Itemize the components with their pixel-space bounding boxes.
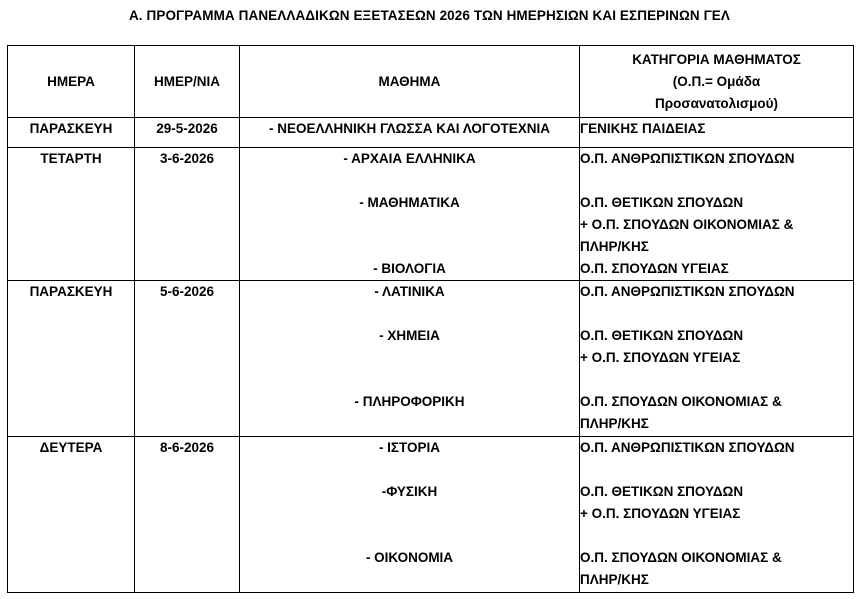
header-category xyxy=(580,46,854,118)
exam-day: ΠΑΡΑΣΚΕΥΗ xyxy=(8,281,135,437)
category-text: + Ο.Π. ΣΠΟΥΔΩΝ ΥΓΕΙΑΣ xyxy=(580,506,741,521)
category-text: Ο.Π. ΣΠΟΥΔΩΝ ΟΙΚΟΝΟΜΙΑΣ & xyxy=(580,394,782,409)
category-text: + Ο.Π. ΣΠΟΥΔΩΝ ΥΓΕΙΑΣ xyxy=(580,350,741,365)
category-cell xyxy=(580,148,854,281)
subject-name: -ΦΥΣΙΚΗ xyxy=(381,484,438,499)
category-text: Ο.Π. ΑΝΘΡΩΠΙΣΤΙΚΩΝ ΣΠΟΥΔΩΝ xyxy=(580,440,795,455)
subject-name: - ΝΕΟΕΛΛΗΝΙΚΗ ΓΛΩΣΣΑ ΚΑΙ ΛΟΓΟΤΕΧΝΙΑ xyxy=(269,121,550,136)
category-text: ΠΛΗΡ/ΚΗΣ xyxy=(580,239,649,254)
table-row xyxy=(8,437,854,593)
subject-cell xyxy=(240,281,580,437)
category-text: Ο.Π. ΣΠΟΥΔΩΝ ΥΓΕΙΑΣ xyxy=(580,261,729,276)
table-header-row xyxy=(8,46,854,118)
category-text: ΓΕΝΙΚΗΣ ΠΑΙΔΕΙΑΣ xyxy=(580,121,706,136)
table-row xyxy=(8,118,854,148)
exam-date: 8-6-2026 xyxy=(135,437,240,593)
header-day: ΗΜΕΡΑ xyxy=(8,46,135,118)
subject-name: - ΑΡΧΑΙΑ ΕΛΛΗΝΙΚΑ xyxy=(343,151,476,166)
exam-day: ΤΕΤΑΡΤΗ xyxy=(8,148,135,281)
category-text: + Ο.Π. ΣΠΟΥΔΩΝ ΟΙΚΟΝΟΜΙΑΣ & xyxy=(580,217,794,232)
header-date: ΗΜΕΡ/ΝΙΑ xyxy=(135,46,240,118)
subject-name: - ΜΑΘΗΜΑΤΙΚΑ xyxy=(359,195,460,210)
category-text: Ο.Π. ΣΠΟΥΔΩΝ ΟΙΚΟΝΟΜΙΑΣ & xyxy=(580,550,782,565)
table-row xyxy=(8,148,854,281)
exam-date: 3-6-2026 xyxy=(135,148,240,281)
exam-date: 29-5-2026 xyxy=(135,118,240,148)
subject-name: - ΧΗΜΕΙΑ xyxy=(379,328,440,343)
category-text: ΠΛΗΡ/ΚΗΣ xyxy=(580,416,649,431)
category-text: Ο.Π. ΑΝΘΡΩΠΙΣΤΙΚΩΝ ΣΠΟΥΔΩΝ xyxy=(580,284,795,299)
category-cell xyxy=(580,118,854,148)
subject-name: - ΙΣΤΟΡΙΑ xyxy=(378,440,441,455)
category-text: Ο.Π. ΑΝΘΡΩΠΙΣΤΙΚΩΝ ΣΠΟΥΔΩΝ xyxy=(580,151,795,166)
category-text: Ο.Π. ΘΕΤΙΚΩΝ ΣΠΟΥΔΩΝ xyxy=(580,484,744,499)
subject-cell xyxy=(240,437,580,593)
subject-cell xyxy=(240,148,580,281)
category-cell xyxy=(580,437,854,593)
category-text: Ο.Π. ΘΕΤΙΚΩΝ ΣΠΟΥΔΩΝ xyxy=(580,328,744,343)
header-category-line: Προσανατολισμού) xyxy=(655,95,778,111)
subject-name: - ΟΙΚΟΝΟΜΙΑ xyxy=(365,550,454,565)
subject-name: - ΛΑΤΙΝΙΚΑ xyxy=(374,284,445,299)
subject-name: - ΒΙΟΛΟΓΙΑ xyxy=(373,261,446,276)
subject-cell xyxy=(240,118,580,148)
category-text: Ο.Π. ΘΕΤΙΚΩΝ ΣΠΟΥΔΩΝ xyxy=(580,195,744,210)
header-category-line: ΚΑΤΗΓΟΡΙΑ ΜΑΘΗΜΑΤΟΣ xyxy=(632,51,801,67)
category-text: ΠΛΗΡ/ΚΗΣ xyxy=(580,572,649,587)
document-title: Α. ΠΡΟΓΡΑΜΜΑ ΠΑΝΕΛΛΑΔΙΚΩΝ ΕΞΕΤΑΣΕΩΝ 2026 ΤΩΝ ΗΜΕΡΗΣΙΩΝ ΚΑΙ ΕΣΠΕΡΙΝΩΝ ΓΕΛ xyxy=(128,8,731,23)
exam-date: 5-6-2026 xyxy=(135,281,240,437)
exam-day: ΠΑΡΑΣΚΕΥΗ xyxy=(8,118,135,148)
table-row xyxy=(8,281,854,437)
header-category-line: (Ο.Π.= Ομάδα xyxy=(672,73,761,89)
exam-schedule-table xyxy=(7,45,854,593)
subject-name: - ΠΛΗΡΟΦΟΡΙΚΗ xyxy=(354,394,465,409)
category-cell xyxy=(580,281,854,437)
header-subject: ΜΑΘΗΜΑ xyxy=(240,46,580,118)
exam-day: ΔΕΥΤΕΡΑ xyxy=(8,437,135,593)
